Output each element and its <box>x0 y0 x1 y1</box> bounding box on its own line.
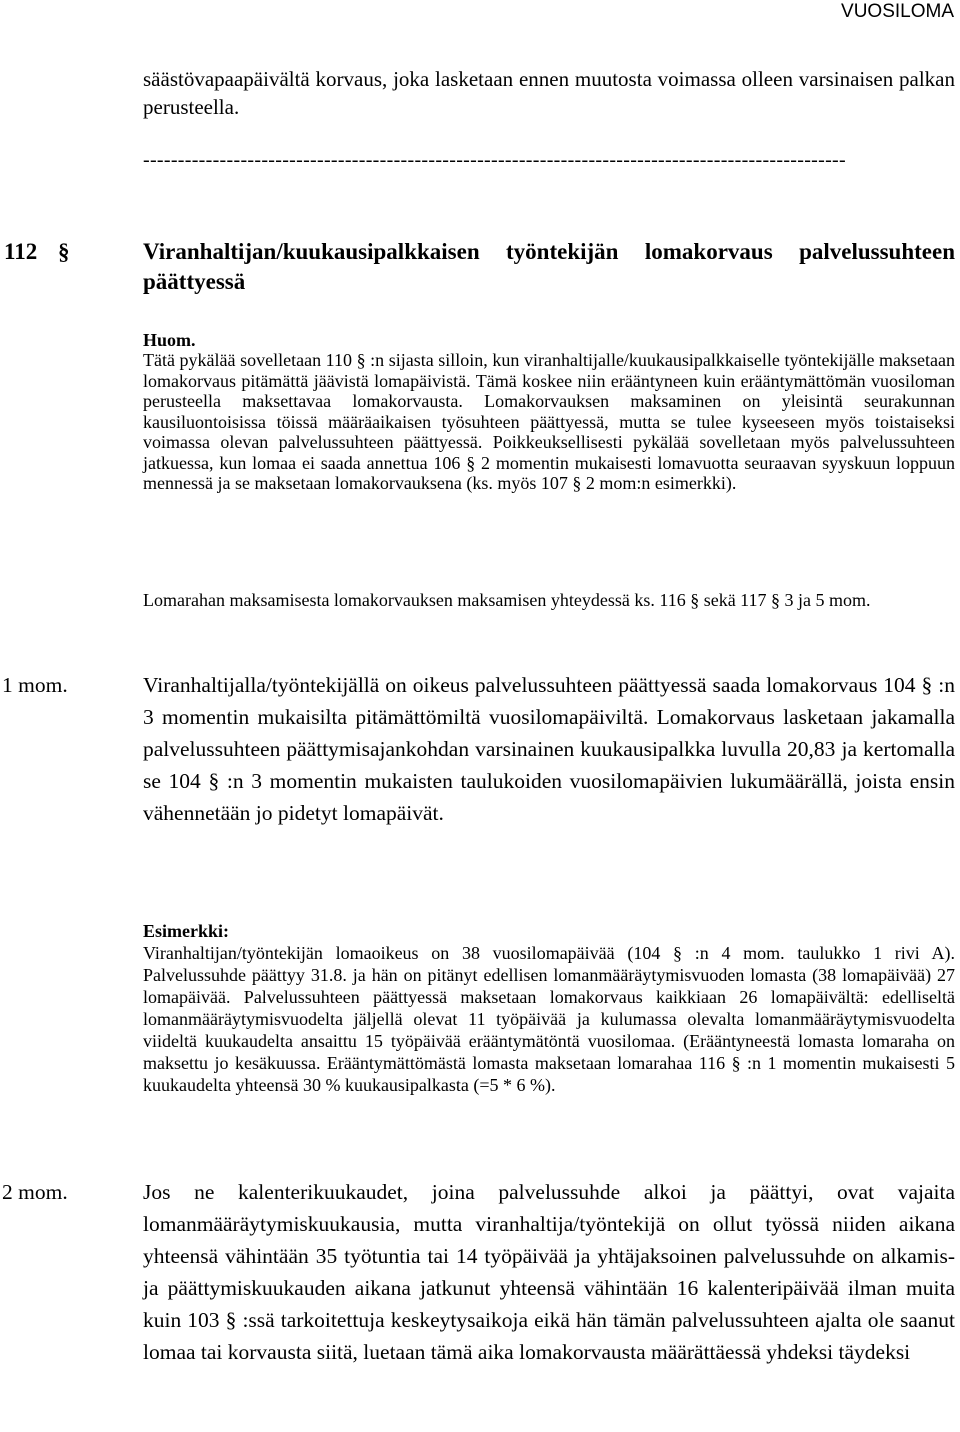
note-holiday-pay-reference: Lomarahan maksamisesta lomakorvauksen maksamisen yhteydessä ks. 116 § sekä 117 § 3 ja 5 mom. <box>143 590 871 610</box>
moment-1-label: 1 mom. <box>2 673 68 697</box>
section-symbol: § <box>58 239 70 264</box>
note-label: Huom. <box>143 330 196 350</box>
running-header: VUOSILOMA <box>841 1 954 22</box>
moment-2-text: Jos ne kalenterikuukaudet, joina palvelussuhde alkoi ja päättyi, ovat vajaita lomanmääräytymiskuukausia, mutta viranhaltija/työntekijä on ollut työssä niiden aikana yhteensä vähintään 35 työtuntia tai 14 työpäivää ja yhtäjaksoinen palvelussuhde on alkamis- ja päättymiskuukauden aikana jatkunut yhteensä vähintään 16 kalenteripäivää ilman muita kuin 103 § :ssä tarkoitettuja keskeytysaikoja eikä hän tämän palvelussuhteen ajalta ole saanut lomaa tai korvausta siitä, luetaan tämä aika lomakorvausta määrättäessä yhdeksi täydeksi <box>143 1180 955 1364</box>
section-number: 112 <box>4 239 38 264</box>
note-text: Tätä pykälää sovelletaan 110 § :n sijasta silloin, kun viranhaltijalle/kuukausipalkkaiselle työntekijälle maksetaan lomakorvaus pitämättä jäävistä lomapäivistä. Tämä koskee niin erääntyneen kuin erääntymättömän vuosiloman perusteella maksettavaa lomakorvausta. Lomakorvauksen maksaminen on yleisintä seurakunnan kausiluontoisissa töissä määräaikaisen työsuhteen päättyessä, mutta se tulee kyseeseen myös toistaiseksi voimassa olevan palvelussuhteen päättyessä. Poikkeuksellisesti pykälää sovelletaan myös palvelussuhteen jatkuessa, kun lomaa ei saada annettua 106 § 2 momentin mukaisesti lomavuotta seuraavan syyskuun loppuun mennessä ja se maksetaan lomakorvauksena (ks. myös 107 § 2 mom:n esimerkki). <box>143 350 955 493</box>
example-text: Viranhaltijan/työntekijän lomaoikeus on 38 vuosilomapäivää (104 § :n 4 mom. taulukko 1 rivi A). Palvelussuhde päättyy 31.8. ja hän on pitänyt edellisen lomanmääräytymisvuoden lomasta (38 lomapäivää) 27 lomapäivää. Palvelussuhteen päättyessä maksetaan lomakorvaus kaikkiaan 26 lomapäivältä: edelliseltä lomanmääräytymisvuodelta jäljellä olevat 11 työpäivää ja kulumassa olevalta lomanmääräytymisvuodelta viideltä kuukaudelta ansaittu 15 työpäivää erääntymätöntä vuosilomaa. (Erääntyneestä lomasta lomaraha on maksettu jo kesäkuussa. Erääntymättömästä lomasta maksetaan lomarahaa 116 § :n 1 momentin mukaisesti 5 kuukaudelta yhteensä 30 % kuukausipalkasta (=5 * 6 %). <box>143 943 955 1095</box>
section-title: Viranhaltijan/kuukausipalkkaisen työntekijän lomakorvaus palvelussuhteen päättyessä <box>143 239 955 294</box>
moment-1-text: Viranhaltijalla/työntekijällä on oikeus palvelussuhteen päättyessä saada lomakorvaus 104 § :n 3 momentin mukaisilta pitämättömiltä vuosilomapäiviltä. Lomakorvaus lasketaan jakamalla palvelussuhteen päättymisajankohdan varsinainen kuukausipalkka luvulla 20,83 ja kertomalla se 104 § :n 3 momentin mukaisten taulukoiden vuosilomapäivien lukumäärällä, joista ensin vähennetään jo pidetyt lomapäivät. <box>143 673 955 825</box>
section-divider: ----------------------------------------------------------------------------------------------------- <box>143 150 846 170</box>
moment-2-label: 2 mom. <box>2 1180 68 1204</box>
example-label: Esimerkki: <box>143 921 230 941</box>
intro-paragraph: säästövapaapäivältä korvaus, joka lasketaan ennen muutosta voimassa olleen varsinaisen palkan perusteella. <box>143 67 955 119</box>
